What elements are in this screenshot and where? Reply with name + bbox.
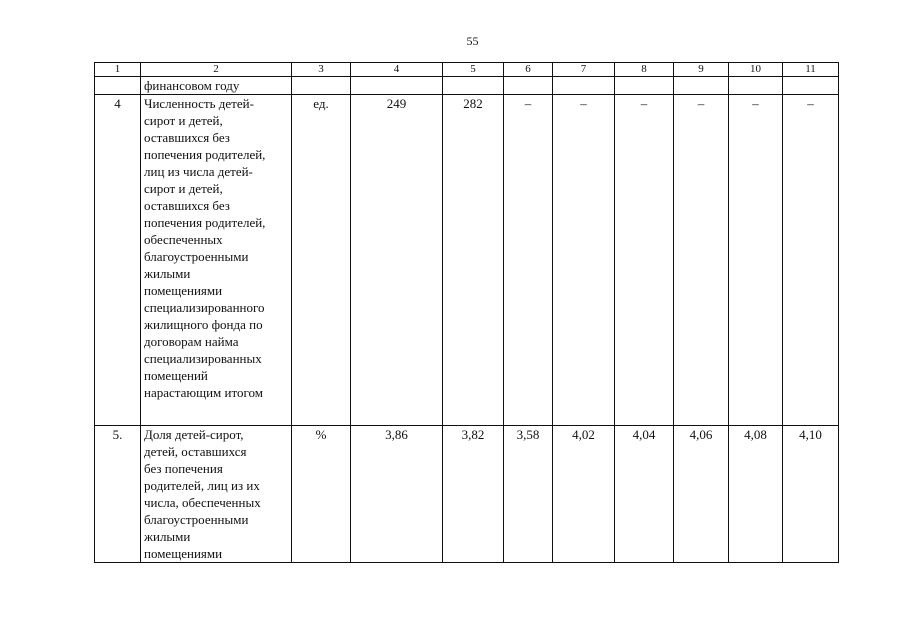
value-cell: 4,04 (615, 426, 674, 563)
header-cell: 5 (443, 63, 504, 77)
header-cell: 3 (292, 63, 351, 77)
empty-cell (553, 77, 615, 95)
empty-cell (615, 77, 674, 95)
row-number: 5. (95, 426, 141, 563)
indicator-name (141, 426, 292, 563)
table-row (95, 426, 839, 563)
indicator-table (94, 62, 839, 563)
row-number: 4 (95, 95, 141, 426)
value-cell: – (674, 95, 729, 426)
value-cell: – (783, 95, 839, 426)
empty-cell (729, 77, 783, 95)
indicator-name-text: Доля детей-сирот, детей, оставшихся без попечения родителей, лиц из их числа, обеспеченных благоустроенными жилыми помещениями (144, 427, 261, 561)
header-cell: 4 (351, 63, 443, 77)
empty-cell (783, 77, 839, 95)
value-cell: 4,10 (783, 426, 839, 563)
continuation-row (95, 77, 839, 95)
empty-cell (443, 77, 504, 95)
page-number: 55 (466, 34, 479, 48)
value-cell: 3,58 (504, 426, 553, 563)
header-row (95, 63, 839, 77)
value-cell: – (729, 95, 783, 426)
empty-cell (674, 77, 729, 95)
header-cell: 7 (553, 63, 615, 77)
header-cell: 2 (141, 63, 292, 77)
indicator-name-text: Численность детей- сирот и детей, оставшихся без попечения родителей, лиц из числа детей- сирот и детей, оставшихся без попечения родителей, обеспеченных благоустроенными жилыми помещениями специализированного жилищного фонда по договорам найма специализированных помещений нарастающим итогом (144, 96, 266, 400)
value-cell: 3,82 (443, 426, 504, 563)
value-cell: 3,86 (351, 426, 443, 563)
value-cell: 4,08 (729, 426, 783, 563)
value-cell: 249 (351, 95, 443, 426)
header-cell: 6 (504, 63, 553, 77)
empty-cell (504, 77, 553, 95)
empty-cell (95, 77, 141, 95)
empty-cell (292, 77, 351, 95)
value-cell: 4,06 (674, 426, 729, 563)
value-cell: – (553, 95, 615, 426)
indicator-name (141, 95, 292, 426)
value-cell: – (504, 95, 553, 426)
continuation-text: финансовом году (141, 77, 292, 95)
unit-cell: % (292, 426, 351, 563)
value-cell: 282 (443, 95, 504, 426)
header-cell: 8 (615, 63, 674, 77)
unit-cell: ед. (292, 95, 351, 426)
header-cell: 1 (95, 63, 141, 77)
empty-cell (351, 77, 443, 95)
value-cell: 4,02 (553, 426, 615, 563)
header-cell: 11 (783, 63, 839, 77)
value-cell: – (615, 95, 674, 426)
header-cell: 9 (674, 63, 729, 77)
table-row (95, 95, 839, 426)
header-cell: 10 (729, 63, 783, 77)
